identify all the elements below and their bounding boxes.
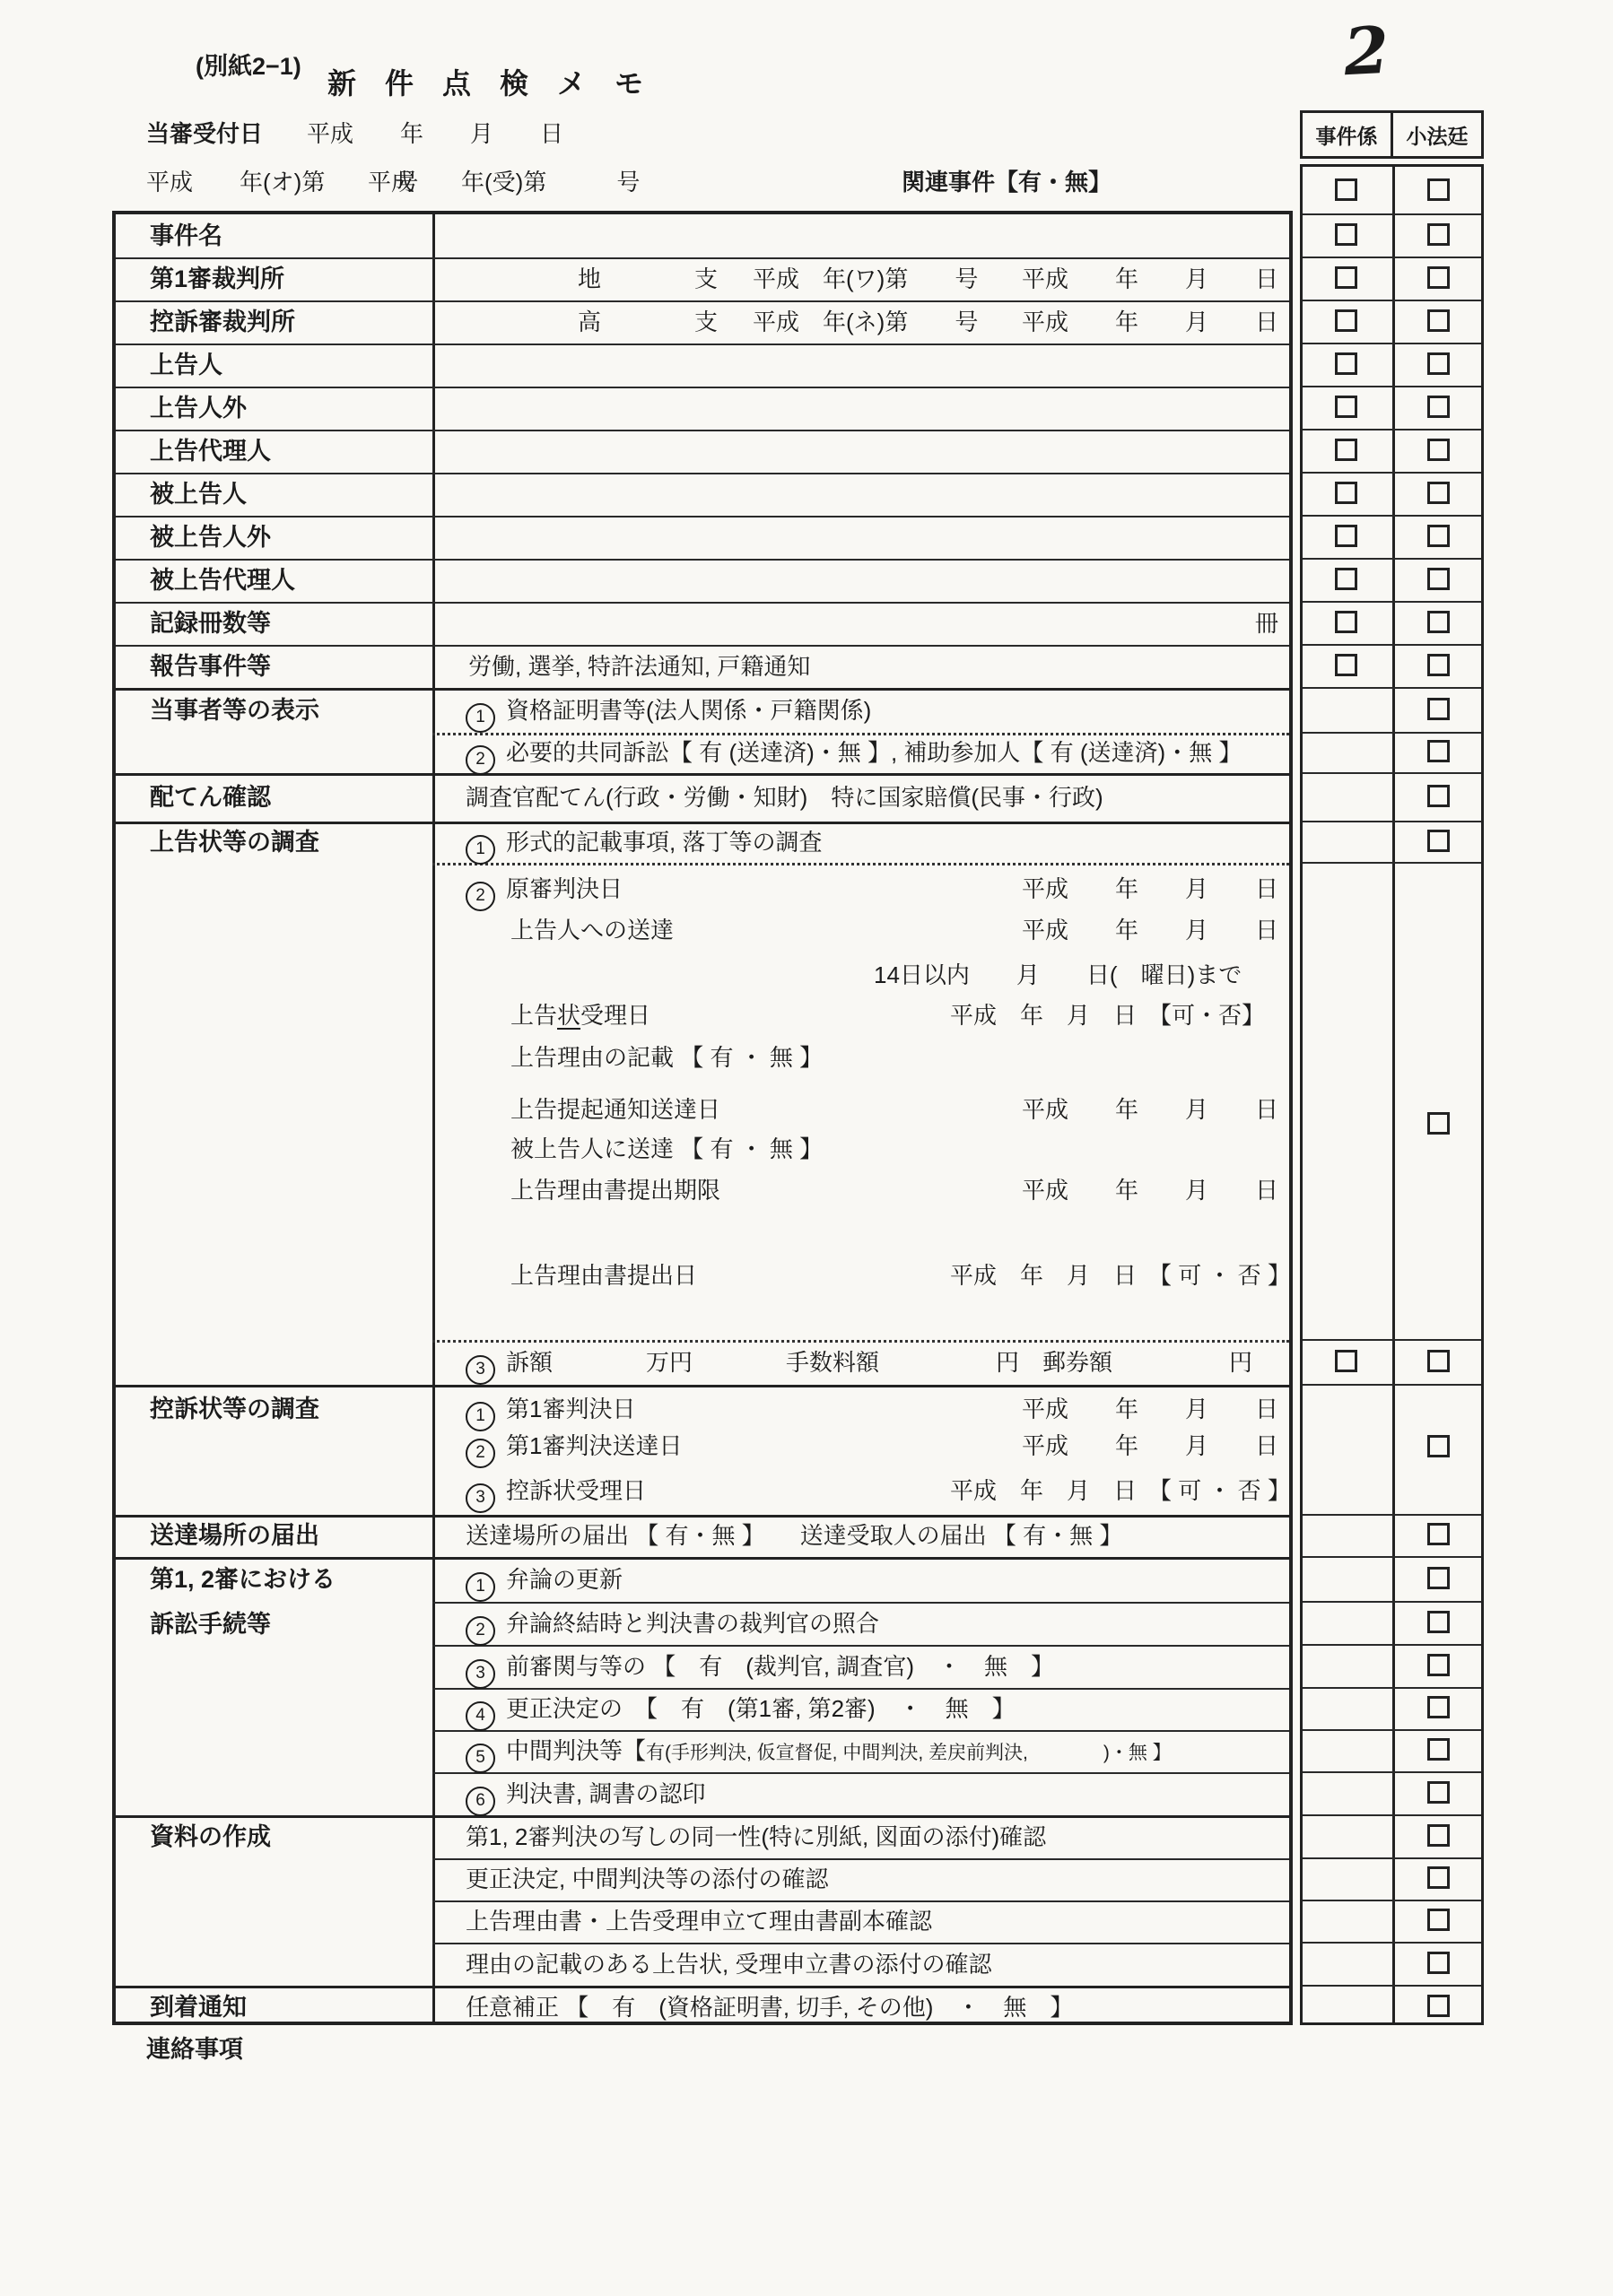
- first-court-case-no: 平成 年(ワ)第 号: [753, 265, 979, 292]
- case-clerk-checkbox[interactable]: [1335, 396, 1357, 418]
- case-clerk-checkbox[interactable]: [1335, 611, 1357, 633]
- jokoku-brief-deadline: 上告理由書提出期限: [510, 1177, 721, 1204]
- procedures-item-1: 1 弁論の更新: [466, 1564, 623, 1602]
- petty-bench-checkbox[interactable]: [1427, 1435, 1450, 1457]
- petty-bench-checkbox[interactable]: [1427, 830, 1450, 852]
- case-number-ju: 平成 年(受)第 号: [368, 169, 641, 196]
- case-clerk-checkbox[interactable]: [1335, 352, 1357, 375]
- circled-number-icon: 1: [466, 1402, 495, 1431]
- petty-bench-checkbox[interactable]: [1427, 1995, 1450, 2017]
- first-court-branch: 支: [694, 265, 719, 292]
- jokoku-claim-amount: 3 訴額 万円 手数料額 円 郵券額 円: [466, 1347, 1252, 1385]
- jokoku-brief-submitted: 上告理由書提出日: [510, 1262, 698, 1289]
- jokoku-service-appellee: 被上告人に送達 【 有 ・ 無 】: [510, 1135, 824, 1162]
- first-court-name: 地: [578, 265, 602, 292]
- petty-bench-checkbox[interactable]: [1427, 611, 1450, 633]
- petty-bench-checkbox[interactable]: [1427, 740, 1450, 762]
- jokoku-judgment-date-blank: 平成 年 月 日: [1022, 875, 1279, 902]
- petty-bench-checkbox[interactable]: [1427, 1696, 1450, 1718]
- case-clerk-checkbox[interactable]: [1335, 482, 1357, 504]
- receipt-date-label: 当審受付日: [146, 120, 264, 147]
- materials-item-3: 上告理由書・上告受理申立て理由書副本確認: [466, 1908, 933, 1935]
- petty-bench-checkbox[interactable]: [1427, 439, 1450, 461]
- jokoku-notice-service: 上告提起通知送達日: [510, 1096, 721, 1123]
- appeal-court-date: 平成 年 月 日: [1022, 309, 1279, 335]
- appellant-counsel-label: 上告代理人: [150, 438, 271, 465]
- appellant-other-label: 上告人外: [150, 395, 247, 422]
- panel-divider: [1392, 167, 1395, 2022]
- circled-number-icon: 2: [466, 882, 495, 911]
- case-number-o: 平成 年(オ)第 号: [146, 169, 419, 196]
- jokoku-judgment-date: 2 原審判決日: [466, 874, 623, 911]
- allocation-label: 配てん確認: [150, 784, 271, 811]
- circled-number-icon: 3: [466, 1483, 495, 1513]
- jokoku-service-appellant-blank: 平成 年 月 日: [1022, 917, 1279, 944]
- inspection-table: [112, 211, 1293, 2025]
- petty-bench-checkbox[interactable]: [1427, 1350, 1450, 1372]
- case-clerk-checkbox[interactable]: [1335, 1350, 1357, 1372]
- label-column-divider: [432, 214, 435, 2022]
- petty-bench-checkbox[interactable]: [1427, 1523, 1450, 1545]
- appeal-court-label: 控訴審裁判所: [150, 309, 295, 335]
- petty-bench-checkbox[interactable]: [1427, 698, 1450, 720]
- service-place-text: 送達場所の届出 【 有・無 】 送達受取人の届出 【 有・無 】: [466, 1522, 1123, 1549]
- jokoku-within-14-days: 14日以内 月 日( 曜日)まで: [874, 961, 1242, 988]
- jokoku-investigation-label: 上告状等の調査: [150, 829, 319, 856]
- petty-bench-checkbox[interactable]: [1427, 1567, 1450, 1589]
- appeal-court-case-no: 平成 年(ネ)第 号: [753, 309, 979, 335]
- case-clerk-column-header: 事件係: [1315, 124, 1378, 148]
- petty-bench-column-header: 小法廷: [1391, 113, 1481, 156]
- appeal-court-branch: 支: [694, 309, 719, 335]
- circled-number-icon: 3: [466, 1659, 495, 1689]
- case-clerk-checkbox[interactable]: [1335, 525, 1357, 547]
- record-volumes-unit: 冊: [1255, 610, 1279, 637]
- koso-item-3: 3 控訴状受理日: [466, 1475, 646, 1513]
- appellee-label: 被上告人: [150, 481, 247, 508]
- procedures-item-3: 3 前審関与等の 【 有 (裁判官, 調査官) ・ 無 】: [466, 1651, 1054, 1689]
- circled-number-icon: 5: [466, 1744, 495, 1773]
- jokoku-receipt-date-blank: 平成 年 月 日 【可・否】: [950, 1002, 1266, 1029]
- petty-bench-checkbox[interactable]: [1427, 1112, 1450, 1135]
- appellant-label: 上告人: [150, 352, 222, 378]
- parties-item-1: 1 資格証明書等(法人関係・戸籍関係): [466, 695, 871, 733]
- allocation-text: 調査官配てん(行政・労働・知財) 特に国家賠償(民事・行政): [466, 784, 1103, 811]
- circled-number-icon: 3: [466, 1355, 495, 1385]
- petty-bench-checkbox[interactable]: [1427, 178, 1450, 201]
- report-cases-text: 労働, 選挙, 特許法通知, 戸籍通知: [468, 653, 811, 680]
- materials-item-4: 理由の記載のある上告状, 受理申立書の添付の確認: [466, 1951, 992, 1978]
- check-column-panel: [1300, 164, 1484, 2025]
- case-name-label: 事件名: [150, 222, 222, 249]
- procedures-label-line2: 訴訟手続等: [150, 1611, 271, 1638]
- case-clerk-checkbox[interactable]: [1335, 439, 1357, 461]
- petty-bench-checkbox[interactable]: [1427, 1738, 1450, 1761]
- procedures-item-5: 5 中間判決等【有(手形判決, 仮宣督促, 中間判決, 差戻前判決, )・無 】: [466, 1735, 1172, 1773]
- petty-bench-checkbox[interactable]: [1427, 482, 1450, 504]
- petty-bench-checkbox[interactable]: [1427, 785, 1450, 807]
- corner-label: (別紙2−1): [196, 53, 301, 80]
- petty-bench-checkbox[interactable]: [1427, 352, 1450, 375]
- petty-bench-checkbox[interactable]: [1427, 223, 1450, 246]
- koso-item-2: 2 第1審判決送達日: [466, 1431, 682, 1468]
- petty-bench-checkbox[interactable]: [1427, 1654, 1450, 1676]
- petty-bench-checkbox[interactable]: [1427, 396, 1450, 418]
- koso-item-1: 1 第1審判決日: [466, 1394, 635, 1431]
- petty-bench-checkbox[interactable]: [1427, 309, 1450, 332]
- case-clerk-checkbox[interactable]: [1335, 178, 1357, 201]
- petty-bench-checkbox[interactable]: [1427, 1611, 1450, 1633]
- koso-item-1-date: 平成 年 月 日: [1022, 1396, 1279, 1422]
- check-column-header: [1300, 110, 1484, 159]
- appeal-court-name: 高: [578, 309, 602, 335]
- first-court-label: 第1審裁判所: [150, 265, 285, 292]
- jokoku-receipt-date: 上告状受理日: [510, 1002, 651, 1029]
- parties-display-label: 当事者等の表示: [150, 697, 319, 724]
- materials-item-2: 更正決定, 中間判決等の添付の確認: [466, 1866, 829, 1892]
- related-case-label: 関連事件【有・無】: [902, 169, 1112, 196]
- circled-number-icon: 4: [466, 1701, 495, 1731]
- jokoku-notice-service-blank: 平成 年 月 日: [1022, 1096, 1279, 1123]
- page-number: 2: [1341, 11, 1391, 91]
- petty-bench-checkbox[interactable]: [1427, 266, 1450, 289]
- koso-item-2-date: 平成 年 月 日: [1022, 1432, 1279, 1459]
- procedures-label-line1: 第1, 2審における: [150, 1566, 336, 1593]
- jokoku-reasons-stated: 上告理由の記載 【 有 ・ 無 】: [510, 1044, 824, 1071]
- jokoku-item-1: 1 形式的記載事項, 落丁等の調査: [466, 827, 822, 865]
- petty-bench-checkbox[interactable]: [1427, 1909, 1450, 1931]
- petty-bench-checkbox[interactable]: [1427, 568, 1450, 590]
- circled-number-icon: 2: [466, 1439, 495, 1468]
- koso-item-3-date: 平成 年 月 日 【 可 ・ 否 】: [950, 1477, 1291, 1504]
- case-clerk-checkbox[interactable]: [1335, 309, 1357, 332]
- case-clerk-checkbox[interactable]: [1335, 654, 1357, 676]
- circled-number-icon: 1: [466, 703, 495, 733]
- arrival-notice-text: 任意補正 【 有 (資格証明書, 切手, その他) ・ 無 】: [466, 1994, 1074, 2021]
- circled-number-icon: 6: [466, 1787, 495, 1816]
- receipt-date-blank: 平成 年 月 日: [307, 120, 564, 147]
- parties-item-2: 2 必要的共同訴訟【 有 (送達済)・無 】, 補助参加人【 有 (送達済)・無 】: [466, 737, 1242, 775]
- case-clerk-checkbox[interactable]: [1335, 266, 1357, 289]
- procedures-item-2: 2 弁論終結時と判決書の裁判官の照合: [466, 1608, 879, 1646]
- jokoku-brief-submitted-blank: 平成 年 月 日 【 可 ・ 否 】: [950, 1262, 1291, 1289]
- jokoku-service-appellant: 上告人への送達: [510, 917, 675, 944]
- koso-investigation-label: 控訴状等の調査: [150, 1396, 319, 1422]
- petty-bench-checkbox[interactable]: [1427, 654, 1450, 676]
- first-court-date: 平成 年 月 日: [1022, 265, 1279, 292]
- report-cases-label: 報告事件等: [150, 653, 271, 680]
- circled-number-icon: 1: [466, 835, 495, 865]
- notes-label: 連絡事項: [146, 2036, 243, 2063]
- circled-number-icon: 1: [466, 1572, 495, 1602]
- record-volumes-label: 記録冊数等: [150, 610, 271, 637]
- case-clerk-checkbox[interactable]: [1335, 223, 1357, 246]
- materials-label: 資料の作成: [150, 1823, 271, 1850]
- appellee-other-label: 被上告人外: [150, 524, 271, 551]
- circled-number-icon: 2: [466, 1616, 495, 1646]
- appellee-counsel-label: 被上告代理人: [150, 567, 295, 594]
- procedures-item-4: 4 更正決定の 【 有 (第1審, 第2審) ・ 無 】: [466, 1693, 1016, 1731]
- materials-item-1: 第1, 2審判決の写しの同一性(特に別紙, 図面の添付)確認: [466, 1823, 1047, 1850]
- petty-bench-checkbox[interactable]: [1427, 1866, 1450, 1889]
- service-place-label: 送達場所の届出: [150, 1522, 319, 1549]
- jokoku-brief-deadline-blank: 平成 年 月 日: [1022, 1177, 1279, 1204]
- arrival-notice-label: 到着通知: [150, 1994, 247, 2021]
- petty-bench-checkbox[interactable]: [1427, 525, 1450, 547]
- page-title: 新 件 点 検 メ モ: [327, 67, 644, 100]
- petty-bench-checkbox[interactable]: [1427, 1952, 1450, 1974]
- circled-number-icon: 2: [466, 745, 495, 775]
- procedures-item-6: 6 判決書, 調書の認印: [466, 1779, 705, 1816]
- petty-bench-checkbox[interactable]: [1427, 1781, 1450, 1804]
- case-clerk-checkbox[interactable]: [1335, 568, 1357, 590]
- petty-bench-checkbox[interactable]: [1427, 1824, 1450, 1847]
